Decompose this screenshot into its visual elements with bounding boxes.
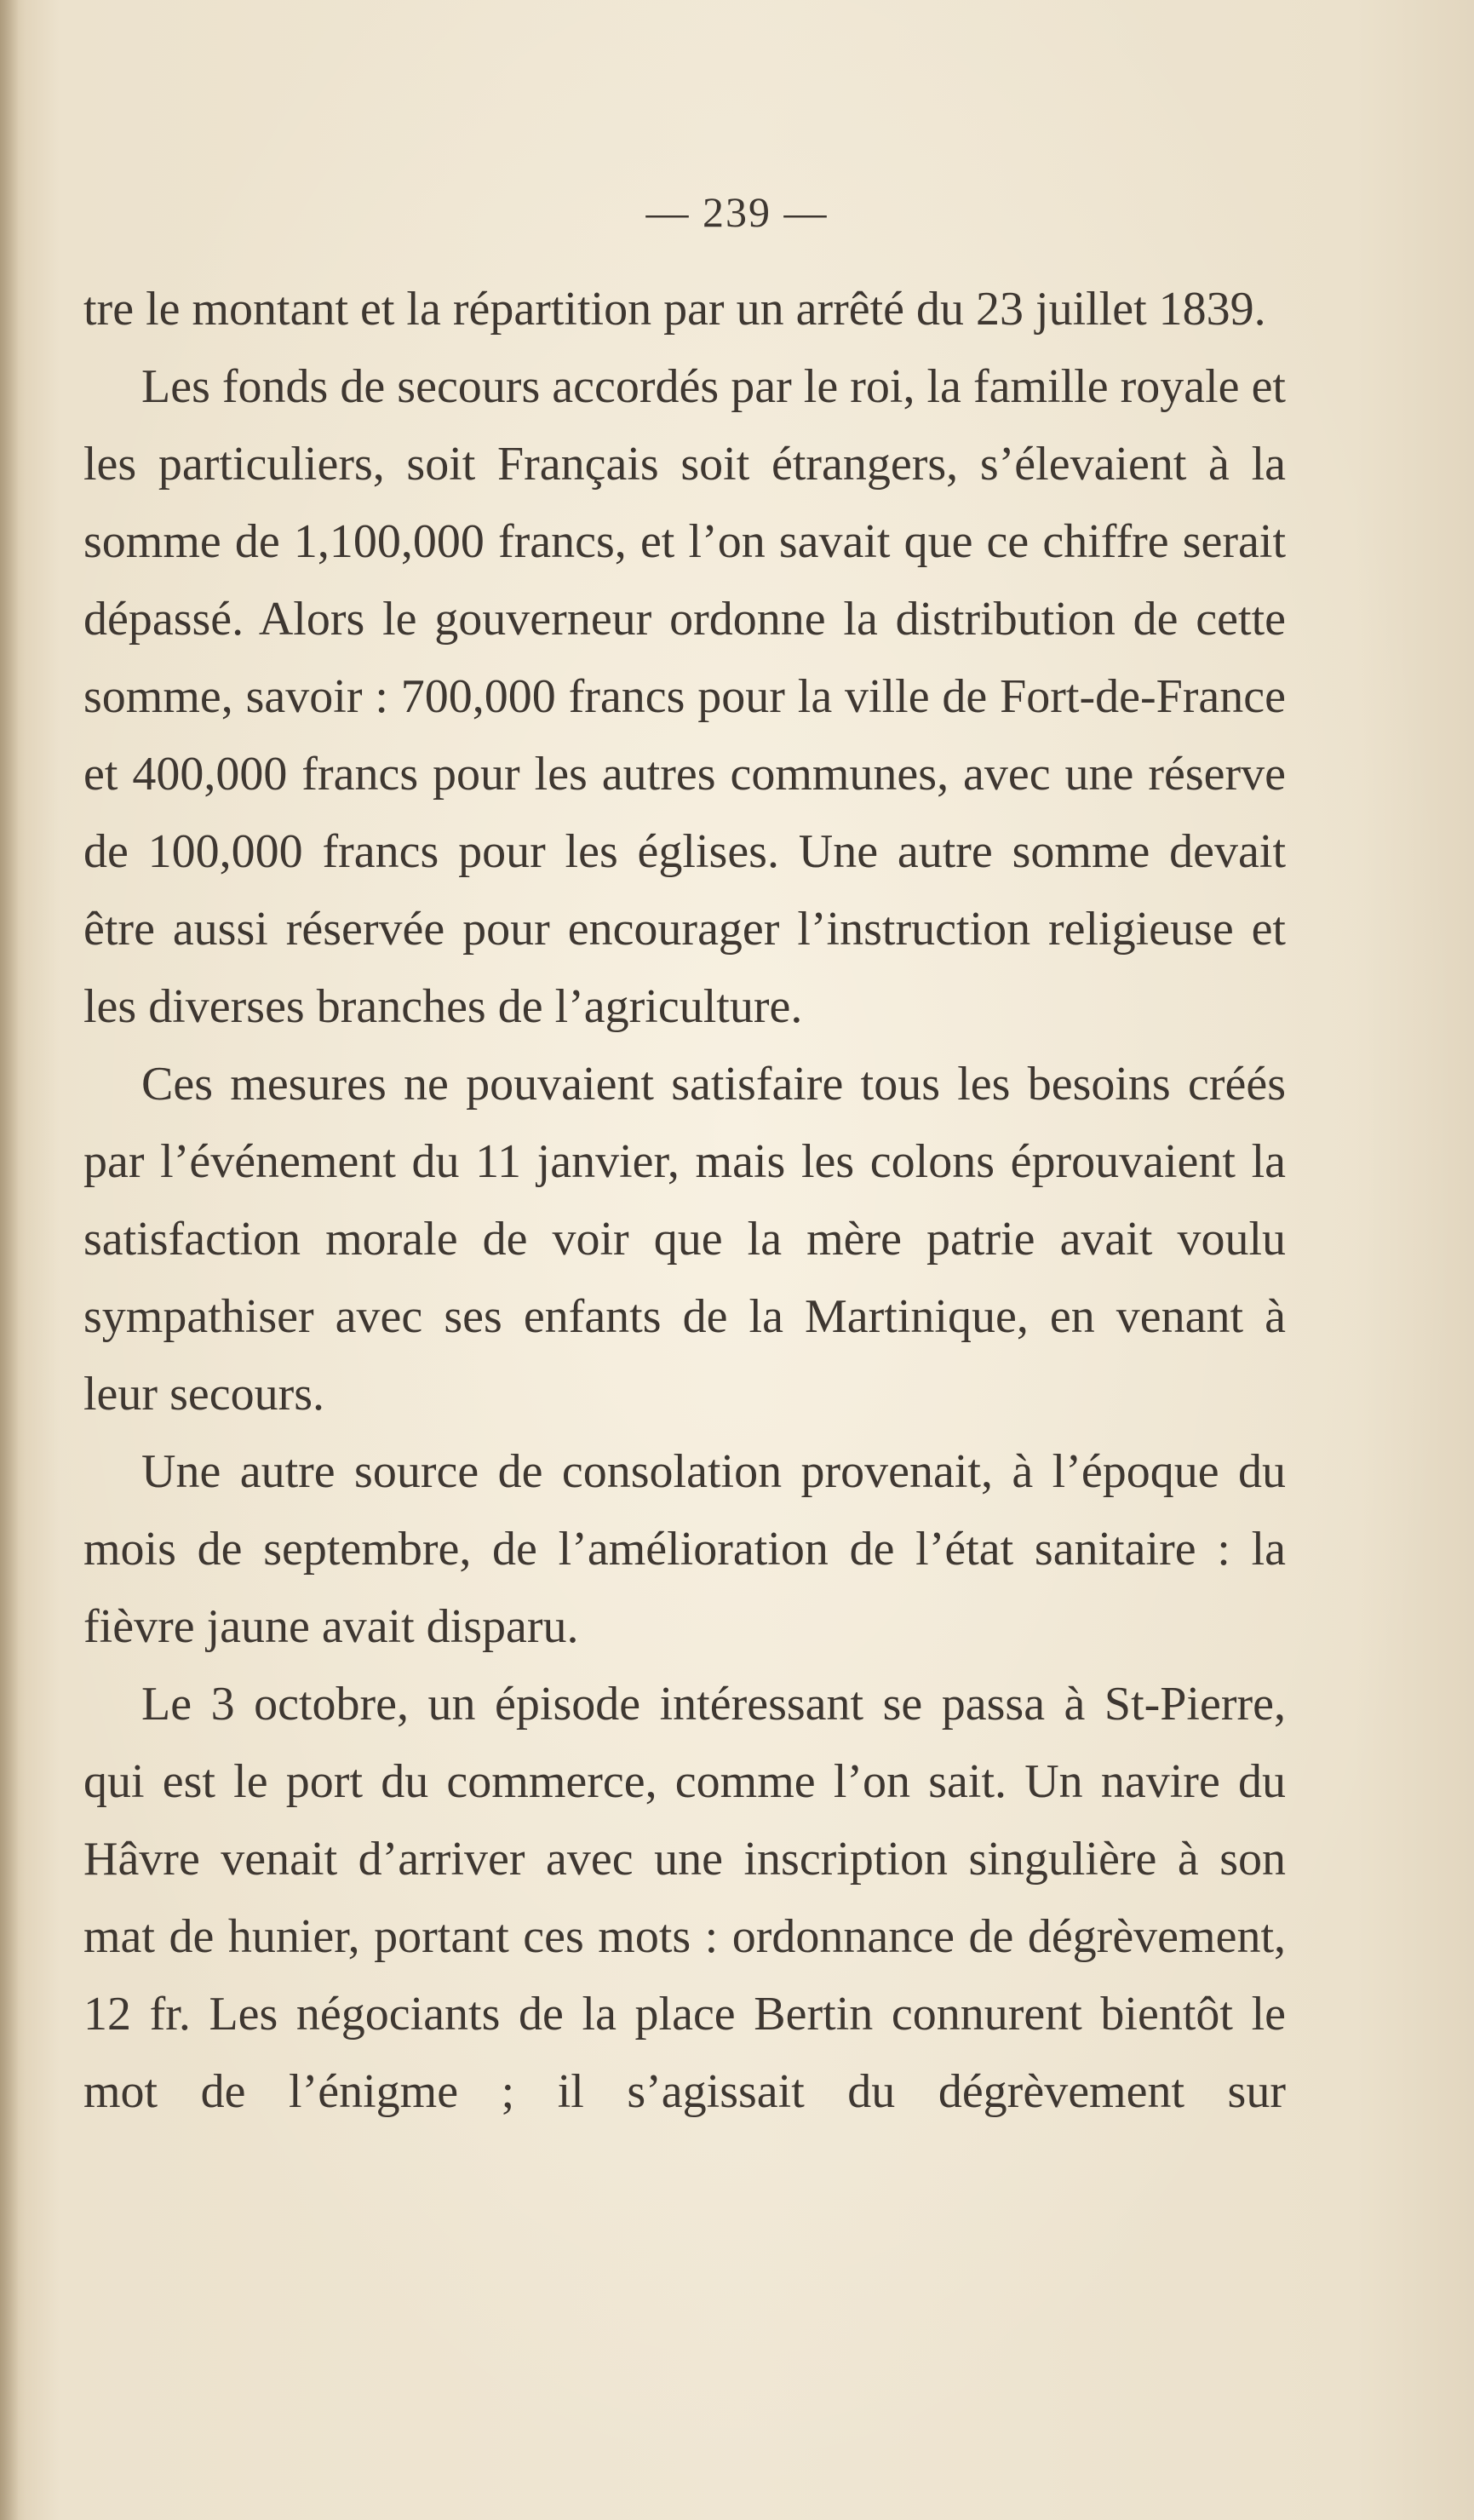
paragraph-4: Une autre source de consolation provenait, à l’époque du mois de septembre, de l’amélioration de l’état sanitaire : la fièvre jaune avait disparu.	[83, 1445, 1286, 1653]
paragraph-2: Les fonds de secours accordés par le roi, la famille royale et les particuliers, soit Français soit étrangers, s’élevaient à la somme de 1,100,000 francs, et l’on savait que ce chiffre serait dépassé. Alors le gouverneur ordonne la distribution de cette somme, savoir : 700,000 francs pour la ville de Fort-de-France et 400,000 francs pour les autres communes, avec une réserve de 100,000 francs pour les églises. Une autre somme devait être aussi réservée pour encourager l’instruction religieuse et les diverses branches de l’agriculture.	[83, 360, 1286, 1033]
paragraph-5: Le 3 octobre, un épisode intéressant se passa à St-Pierre, qui est le port du commerce, comme l’on sait. Un navire du Hâvre venait d’arriver avec une inscription singulière à son mat de hunier, portant ces mots : ordonnance de dégrèvement, 12 fr. Les négociants de la place Bertin connurent bientôt le mot de l’énigme ; il s’agissait du dégrèvement sur	[83, 1678, 1286, 2118]
paragraph-3: Ces mesures ne pouvaient satisfaire tous les besoins créés par l’événement du 11 janvier, mais les colons éprouvaient la satisfaction morale de voir que la mère patrie avait voulu sympathiser avec ses enfants de la Martinique, en venant à leur secours.	[83, 1058, 1286, 1421]
body-text	[83, 271, 1286, 2131]
paragraph-1: tre le montant et la répartition par un arrêté du 23 juillet 1839.	[83, 283, 1266, 336]
page-number: — 239 —	[645, 188, 829, 236]
